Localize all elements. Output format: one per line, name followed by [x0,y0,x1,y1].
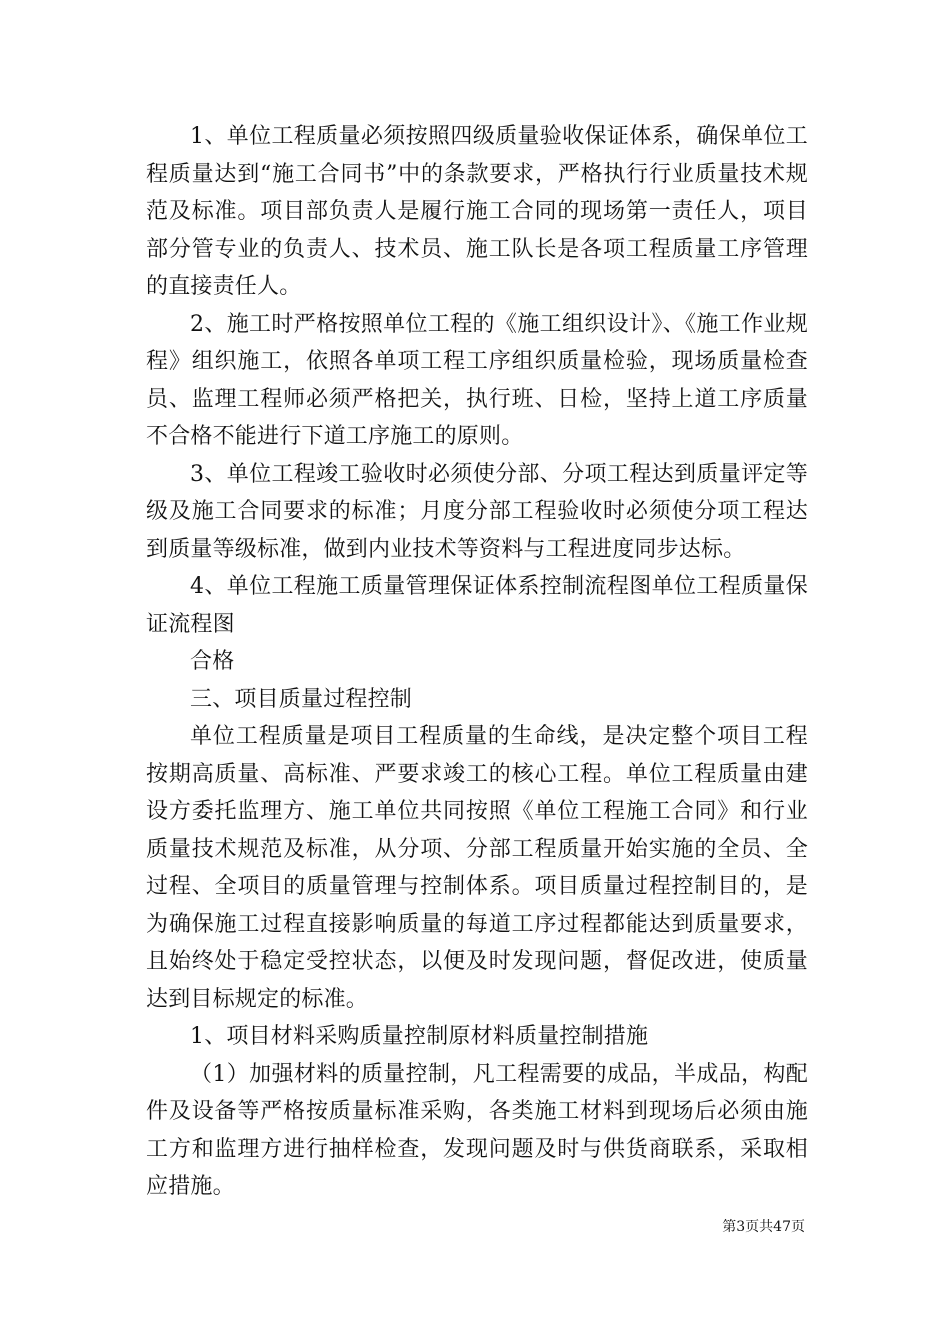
paragraph-5: 单位工程质量是项目工程质量的生命线，是决定整个项目工程按期高质量、高标准、严要求竣工的核心工程。单位工程质量由建设方委托监理方、施工单位共同按照《单位工程施工合同》和行业质量技术规范及标准，从分项、分部工程质量开始实施的全员、全过程、全项目的质量管理与控制体系。项目质量过程控制目的，是为确保施工过程直接影响质量的每道工序过程都能达到质量要求，且始终处于稳定受控状态，以便及时发现问题，督促改进，使质量达到目标规定的标准。 [146,724,808,1012]
paragraph-6: （1）加强材料的质量控制，凡工程需要的成品，半成品，构配件及设备等严格按质量标准采购，各类施工材料到现场后必须由施工方和监理方进行抽样检查，发现问题及时与供货商联系，采取相应措施。 [146,1061,808,1199]
paragraph-1: 1、单位工程质量必须按照四级质量验收保证体系，确保单位工程质量达到“施工合同书”中的条款要求，严格执行行业质量技术规范及标准。项目部负责人是履行施工合同的现场第一责任人，项目部分管专业的负责人、技术员、施工队长是各项工程质量工序管理的直接责任人。 [146,124,808,299]
paragraph-qualified: 合格 [190,649,235,674]
paragraph-2: 2、施工时严格按照单位工程的《施工组织设计》、《施工作业规程》组织施工，依照各单项工程工序组织质量检验，现场质量检查员、监理工程师必须严格把关，执行班、日检，坚持上道工序质量不合格不能进行下道工序施工的原则。 [146,311,808,449]
page-number: 第3页共47页 [722,1219,805,1235]
subsection-heading: 1、项目材料采购质量控制原材料质量控制措施 [190,1024,649,1049]
document-body [146,118,808,1206]
paragraph-3: 3、单位工程竣工验收时必须使分部、分项工程达到质量评定等级及施工合同要求的标准；月度分部工程验收时必须使分项工程达到质量等级标准，做到内业技术等资料与工程进度同步达标。 [146,461,808,562]
section-heading: 三、项目质量过程控制 [190,686,413,712]
paragraph-4: 4、单位工程施工质量管理保证体系控制流程图单位工程质量保证流程图 [146,574,808,637]
